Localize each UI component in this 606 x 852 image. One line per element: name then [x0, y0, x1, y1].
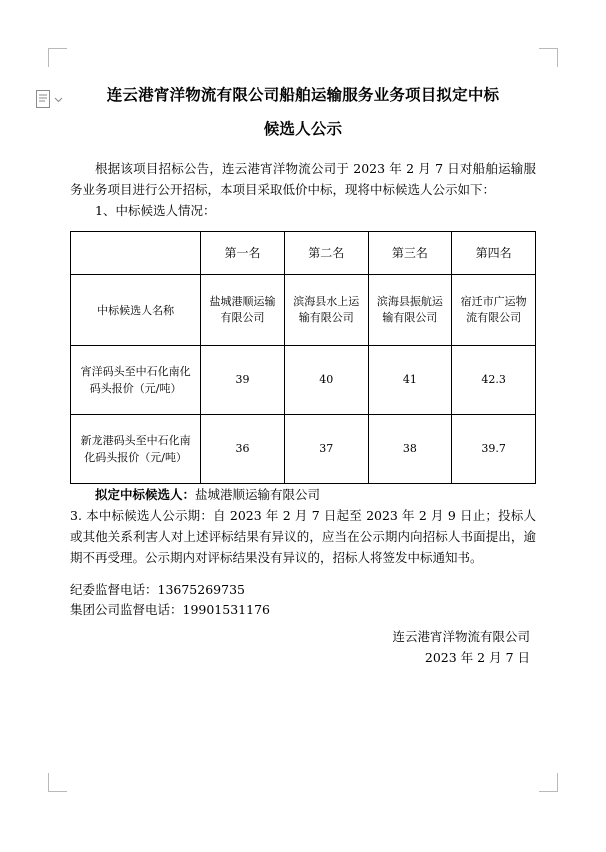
chevron-down-icon [54, 95, 63, 104]
signature-company: 连云港宵洋物流有限公司 [392, 629, 530, 644]
cell-price2-4: 39.7 [452, 415, 536, 484]
crop-mark-bottom-left [48, 773, 67, 792]
section-1-heading: 1、中标候选人情况： [95, 203, 216, 218]
page-title-line2: 候选人公示 [263, 119, 343, 138]
group-contact: 集团公司监督电话：19901531176 [70, 602, 270, 617]
cell-price1-1: 39 [201, 346, 285, 415]
cell-candidate-3: 滨海县振航运输有限公司 [368, 275, 452, 346]
table-row [71, 275, 536, 346]
winner-value: 盐城港顺运输有限公司 [195, 487, 321, 502]
section-3-paragraph: 3. 本中标候选人公示期：自 2023 年 2 月 7 日起至 2023 年 2 月 9 日止；投标人或其他关系利害人对上述评标结果有异议的，应当在公示期内向招标人书面提出，逾期不再受理。公示期内对评标结果没有异议的，招标人将签发中标通知书。 [70, 508, 536, 565]
cell-candidate-4: 宿迁市广运物流有限公司 [452, 275, 536, 346]
table-col-header-1: 第一名 [201, 232, 285, 275]
cell-candidate-1: 盐城港顺运输有限公司 [201, 275, 285, 346]
table-col-header-2: 第二名 [284, 232, 368, 275]
row-label-price-xinlong: 新龙港码头至中石化南化码头报价（元/吨） [71, 415, 201, 484]
table-header-row [71, 232, 536, 275]
row-label-price-nanhua: 宵洋码头至中石化南化码头报价（元/吨） [71, 346, 201, 415]
winner-line [70, 484, 536, 505]
cell-price1-4: 42.3 [452, 346, 536, 415]
winner-label: 拟定中标候选人： [95, 487, 196, 502]
cell-candidate-2: 滨海县水上运输有限公司 [284, 275, 368, 346]
signature-date: 2023 年 2 月 7 日 [424, 650, 530, 665]
candidates-table [70, 231, 536, 484]
table-row [71, 346, 536, 415]
table-row [71, 415, 536, 484]
crop-mark-top-right [539, 48, 558, 67]
document-content [70, 78, 536, 668]
cell-price2-3: 38 [368, 415, 452, 484]
signature-block [70, 626, 536, 668]
cell-price1-2: 40 [284, 346, 368, 415]
table-corner-cell [71, 232, 201, 275]
cell-price1-3: 41 [368, 346, 452, 415]
cell-price2-1: 36 [201, 415, 285, 484]
crop-mark-bottom-right [539, 773, 558, 792]
table-col-header-3: 第三名 [368, 232, 452, 275]
crop-mark-top-left [48, 48, 67, 67]
intro-paragraph: 根据该项目招标公告，连云港宵洋物流公司于 2023 年 2 月 7 日对船舶运输服务业务项目进行公开招标，本项目采取低价中标，现将中标候选人公示如下： [70, 161, 536, 197]
contact-block [70, 580, 536, 620]
table-col-header-4: 第四名 [452, 232, 536, 275]
row-label-candidate-name: 中标候选人名称 [71, 275, 201, 346]
page-title-line1: 连云港宵洋物流有限公司船舶运输服务业务项目拟定中标 [106, 85, 500, 104]
discipline-contact: 纪委监督电话：13675269735 [70, 582, 245, 597]
page-title [70, 78, 536, 146]
document-page-icon [36, 88, 66, 110]
cell-price2-2: 37 [284, 415, 368, 484]
